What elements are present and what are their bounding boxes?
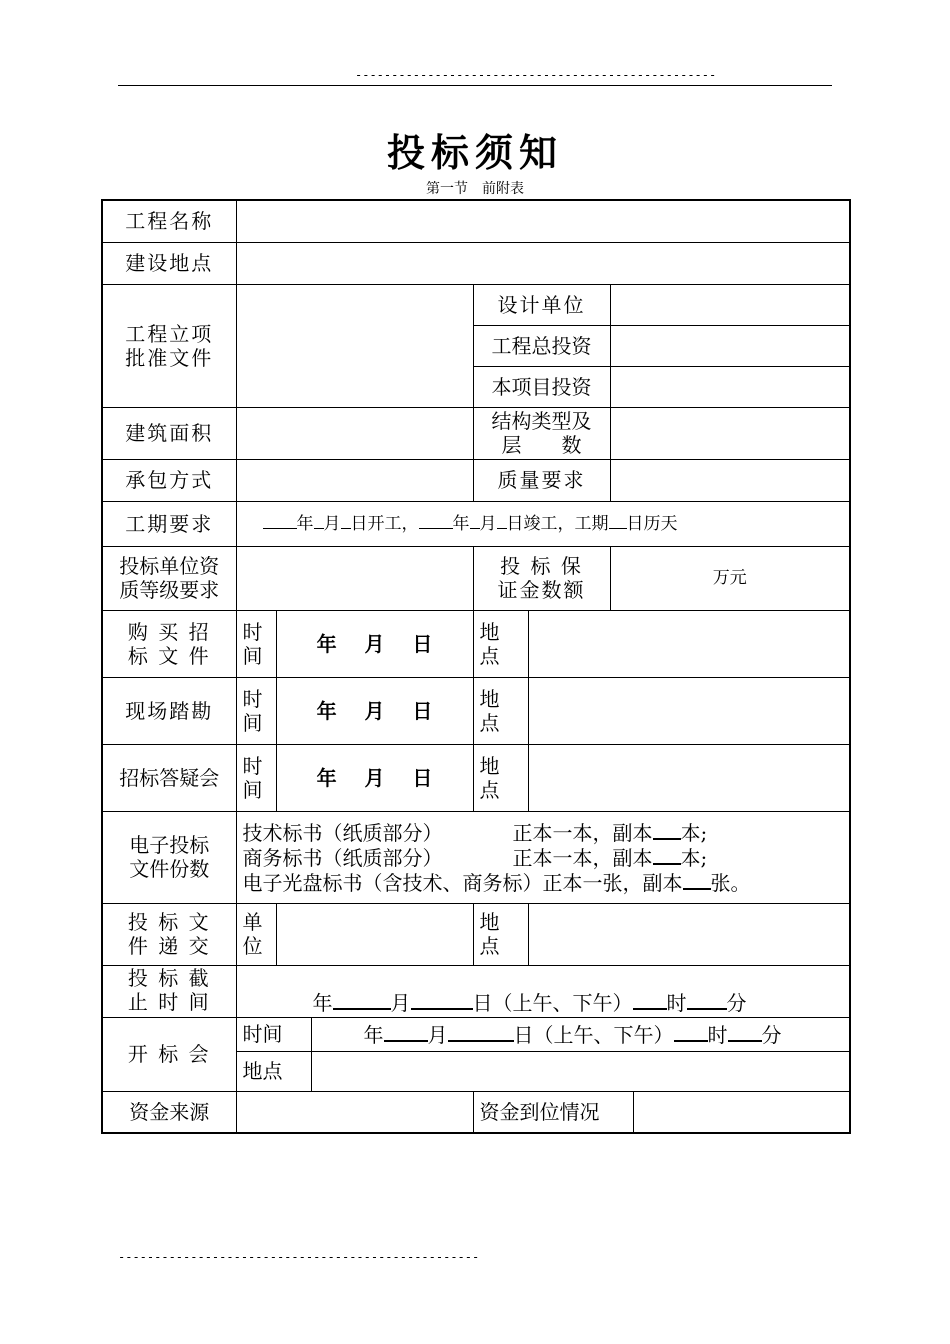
top-rule (118, 85, 832, 86)
label-fund-status: 资金到位情况 (473, 1091, 633, 1133)
label-place: 地 点 (473, 610, 528, 677)
fund-source-value[interactable] (236, 1091, 473, 1133)
label-bond: 投 标 保 证金数额 (473, 546, 610, 610)
row-e-docs (102, 811, 850, 903)
row-opening-time (102, 1017, 850, 1051)
row-qualification (102, 546, 850, 610)
row-deadline (102, 965, 850, 1017)
opening-time-value[interactable]: 年 月 日（上午、下午） 时 分 (311, 1017, 850, 1051)
label-e-docs: 电子投标 文件份数 (102, 811, 236, 903)
row-funds (102, 1091, 850, 1133)
row-contract-mode (102, 459, 850, 501)
label-unit: 单 位 (236, 903, 276, 965)
bond-value: 万元 (610, 546, 850, 610)
label-site-visit: 现场踏勘 (102, 677, 236, 744)
label-fund-source: 资金来源 (102, 1091, 236, 1133)
qa-meeting-place[interactable] (528, 744, 850, 811)
buy-docs-date[interactable]: 年 月 日 (276, 610, 473, 677)
biz-docs-line: 商务标书（纸质部分） 正本一本，副本 本; (242, 845, 708, 870)
label-buy-docs: 购 买 招 标 文 件 (102, 610, 236, 677)
submit-unit-value[interactable] (276, 903, 473, 965)
label-opening-time: 时间 (236, 1017, 311, 1051)
row-site-visit (102, 677, 850, 744)
approval-docs-value[interactable] (236, 284, 473, 407)
label-opening: 开 标 会 (102, 1017, 236, 1091)
label-schedule-req: 工期要求 (102, 501, 236, 546)
qa-meeting-date[interactable]: 年 月 日 (276, 744, 473, 811)
quality-req-value[interactable] (610, 459, 850, 501)
label-construction-site: 建设地点 (102, 242, 236, 284)
row-building-area (102, 407, 850, 459)
page-title: 投标须知 (386, 130, 563, 175)
submit-place-value[interactable] (528, 903, 850, 965)
structure-type-value[interactable] (610, 407, 850, 459)
row-approval-1 (102, 284, 850, 325)
label-qualification: 投标单位资 质等级要求 (102, 546, 236, 610)
label-time: 时 间 (236, 744, 276, 811)
label-approval-docs: 工程立项 批准文件 (102, 284, 236, 407)
label-place: 地 点 (473, 744, 528, 811)
label-total-investment: 工程总投资 (473, 325, 610, 366)
label-project-name: 工程名称 (102, 200, 236, 242)
cd-docs-line: 电子光盘标书（含技术、商务标）正本一张，副本 张。 (242, 870, 751, 895)
site-visit-date[interactable]: 年 月 日 (276, 677, 473, 744)
top-dashes: -------------------------------------------------- (355, 68, 717, 82)
qualification-value[interactable] (236, 546, 473, 610)
label-place: 地 点 (473, 903, 528, 965)
label-contract-mode: 承包方式 (102, 459, 236, 501)
label-submit: 投 标 文 件 递 交 (102, 903, 236, 965)
label-time: 时 间 (236, 677, 276, 744)
label-design-unit: 设计单位 (473, 284, 610, 325)
construction-site-value[interactable] (236, 242, 850, 284)
design-unit-value[interactable] (610, 284, 850, 325)
row-construction-site (102, 242, 850, 284)
project-name-value[interactable] (236, 200, 850, 242)
project-investment-value[interactable] (610, 366, 850, 407)
fund-status-value[interactable] (633, 1091, 850, 1133)
label-structure-type: 结构类型及 层 数 (473, 407, 610, 459)
label-opening-place: 地点 (236, 1051, 311, 1091)
page-subtitle: 第一节 前附表 (426, 181, 524, 197)
row-submit (102, 903, 850, 965)
label-project-investment: 本项目投资 (473, 366, 610, 407)
tech-docs-line: 技术标书（纸质部分） 正本一本，副本 本; (242, 820, 708, 845)
e-docs-value (236, 811, 850, 903)
label-qa-meeting: 招标答疑会 (102, 744, 236, 811)
total-investment-value[interactable] (610, 325, 850, 366)
label-building-area: 建筑面积 (102, 407, 236, 459)
buy-docs-place[interactable] (528, 610, 850, 677)
bid-info-table (101, 199, 851, 1134)
opening-place-value[interactable] (311, 1051, 850, 1091)
contract-mode-value[interactable] (236, 459, 473, 501)
row-project-name (102, 200, 850, 242)
deadline-value[interactable]: 年 月 日（上午、下午） 时 分 (236, 965, 850, 1017)
schedule-value: 年 月 日开工， 年 月 日竣工，工期 日历天 (236, 501, 850, 546)
label-quality-req: 质量要求 (473, 459, 610, 501)
row-qa-meeting (102, 744, 850, 811)
building-area-value[interactable] (236, 407, 473, 459)
label-deadline: 投 标 截 止 时 间 (102, 965, 236, 1017)
label-time: 时 间 (236, 610, 276, 677)
row-buy-docs (102, 610, 850, 677)
bottom-dashes: -------------------------------------------------- (118, 1250, 480, 1264)
row-schedule (102, 501, 850, 546)
site-visit-place[interactable] (528, 677, 850, 744)
label-place: 地 点 (473, 677, 528, 744)
